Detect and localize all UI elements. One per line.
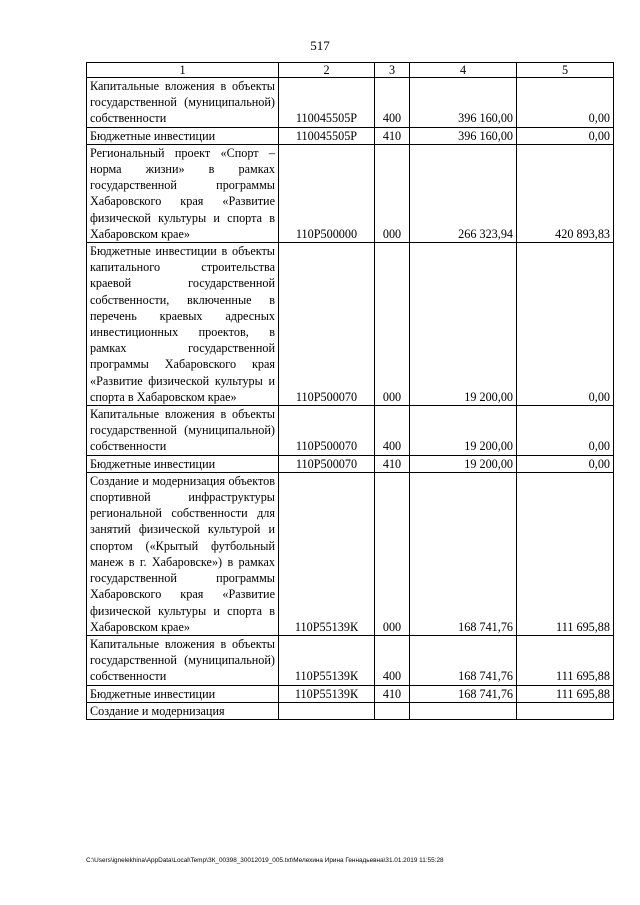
row-name: Бюджетные инвестиции (87, 455, 279, 472)
target-code (279, 702, 375, 719)
header-row (87, 63, 614, 78)
amount-year-1: 396 160,00 (410, 127, 517, 144)
table-row (87, 127, 614, 144)
amount-year-2: 111 695,88 (517, 635, 614, 685)
amount-year-1: 396 160,00 (410, 78, 517, 128)
amount-year-1: 19 200,00 (410, 406, 517, 456)
target-code: 110Р55139К (279, 635, 375, 685)
row-name: Капитальные вложения в объекты государственной (муниципальной) собственности (87, 78, 279, 128)
amount-year-2: 111 695,88 (517, 685, 614, 702)
expense-type: 400 (375, 635, 410, 685)
expense-type: 410 (375, 455, 410, 472)
target-code: 110Р500070 (279, 455, 375, 472)
expense-type: 400 (375, 406, 410, 456)
target-code: 110Р500070 (279, 406, 375, 456)
budget-table (86, 62, 614, 720)
table-row (87, 702, 614, 719)
target-code: 110Р55139К (279, 472, 375, 635)
header-cell-2: 2 (279, 63, 375, 78)
table-row (87, 406, 614, 456)
target-code: 110Р500070 (279, 243, 375, 406)
amount-year-1: 168 741,76 (410, 635, 517, 685)
row-name: Капитальные вложения в объекты государственной (муниципальной) собственности (87, 635, 279, 685)
amount-year-1: 168 741,76 (410, 685, 517, 702)
amount-year-2: 111 695,88 (517, 472, 614, 635)
row-name: Создание и модернизация объектов спортивной инфраструктуры региональной собственности для занятий физической культурой и спортом («Крытый футбольный манеж в г. Хабаровске») в рамках государственной программы Хабаровского края «Развитие физической культуры и спорта в Хабаровском крае» (87, 472, 279, 635)
table-row (87, 144, 614, 242)
expense-type: 000 (375, 144, 410, 242)
amount-year-2: 0,00 (517, 406, 614, 456)
expense-type: 000 (375, 472, 410, 635)
expense-type: 000 (375, 243, 410, 406)
amount-year-2: 0,00 (517, 455, 614, 472)
amount-year-1: 168 741,76 (410, 472, 517, 635)
target-code: 110Р55139К (279, 685, 375, 702)
amount-year-1: 19 200,00 (410, 455, 517, 472)
header-cell-4: 4 (410, 63, 517, 78)
file-path-footer: C:\Users\ignelekhina\AppData\Local\Temp\ЗК_00398_30012019_005.txt\Мелехина Ирина Геннадьевна\31.01.2019 11:55:28 (86, 857, 444, 864)
row-name: Бюджетные инвестиции (87, 127, 279, 144)
table-row (87, 78, 614, 128)
amount-year-2: 420 893,83 (517, 144, 614, 242)
table-row (87, 455, 614, 472)
expense-type: 410 (375, 127, 410, 144)
table-row (87, 243, 614, 406)
table-row (87, 635, 614, 685)
table-row (87, 472, 614, 635)
header-cell-3: 3 (375, 63, 410, 78)
amount-year-2 (517, 702, 614, 719)
header-cell-5: 5 (517, 63, 614, 78)
amount-year-1 (410, 702, 517, 719)
header-cell-1: 1 (87, 63, 279, 78)
row-name: Создание и модернизация (87, 702, 279, 719)
amount-year-2: 0,00 (517, 78, 614, 128)
table-row (87, 685, 614, 702)
row-name: Капитальные вложения в объекты государственной (муниципальной) собственности (87, 406, 279, 456)
row-name: Бюджетные инвестиции в объекты капитального строительства краевой государственной собственности, включенные в перечень краевых адресных инвестиционных проектов, в рамках государственной программы Хабаровского края «Развитие физической культуры и спорта в Хабаровском крае» (87, 243, 279, 406)
page-number: 517 (310, 38, 330, 53)
expense-type (375, 702, 410, 719)
target-code: 110Р500000 (279, 144, 375, 242)
amount-year-2: 0,00 (517, 127, 614, 144)
amount-year-2: 0,00 (517, 243, 614, 406)
expense-type: 400 (375, 78, 410, 128)
row-name: Региональный проект «Спорт – норма жизни» в рамках государственной программы Хабаровского края «Развитие физической культуры и спорта в Хабаровском крае» (87, 144, 279, 242)
row-name: Бюджетные инвестиции (87, 685, 279, 702)
target-code: 110045505Р (279, 78, 375, 128)
expense-type: 410 (375, 685, 410, 702)
target-code: 110045505Р (279, 127, 375, 144)
amount-year-1: 19 200,00 (410, 243, 517, 406)
amount-year-1: 266 323,94 (410, 144, 517, 242)
